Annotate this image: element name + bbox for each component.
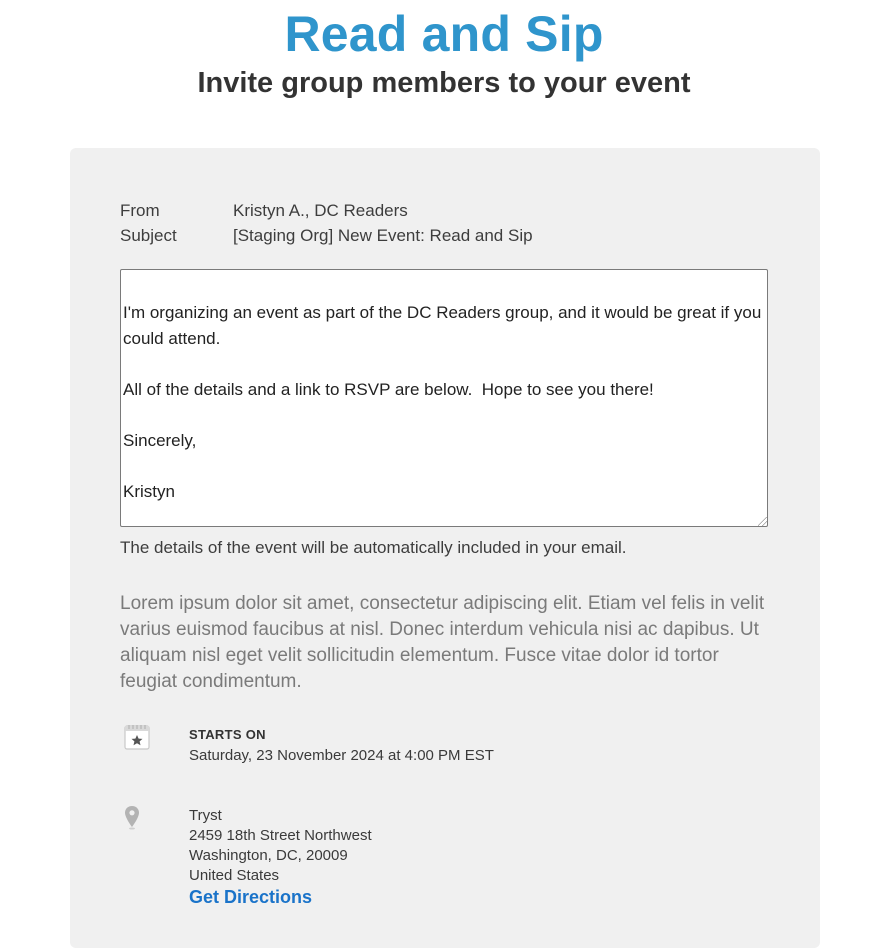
event-description: Lorem ipsum dolor sit amet, consectetur adipiscing elit. Etiam vel felis in velit varius euismod faucibus at nisl. Donec interdum vehicula nisi ac dapibus. Ut aliquam nisl eget velit sollicitudin elementum. Fusce vitae dolor id tortor feugiat condimentum. — [120, 593, 765, 692]
event-start — [189, 727, 494, 766]
from-label: From — [120, 201, 160, 220]
starts-on-label: STARTS ON — [189, 727, 266, 742]
subject-label: Subject — [120, 226, 177, 245]
page-subtitle: Invite group members to your event — [197, 67, 691, 99]
message-textarea[interactable]: I'm organizing an event as part of the DC Readers group, and it would be great if you could attend. All of the details and a link to RSVP are below. Hope to see you there! Sincerely, Kristyn — [120, 269, 768, 527]
venue-name: Tryst — [189, 807, 222, 824]
subject-value: [Staging Org] New Event: Read and Sip — [233, 226, 533, 245]
map-pin-icon — [124, 805, 140, 831]
page-title: Read and Sip — [284, 6, 604, 62]
event-location — [189, 806, 372, 909]
helper-text: The details of the event will be automatically included in your email. — [120, 538, 627, 557]
address-line-2: Washington, DC, 20009 — [189, 847, 348, 864]
get-directions-link[interactable]: Get Directions — [189, 887, 313, 907]
starts-on-value: Saturday, 23 November 2024 at 4:00 PM EST — [189, 747, 494, 764]
from-value: Kristyn A., DC Readers — [233, 201, 408, 220]
address-country: United States — [189, 867, 280, 884]
calendar-icon — [124, 724, 150, 750]
invite-card — [70, 148, 820, 948]
address-line-1: 2459 18th Street Northwest — [189, 827, 372, 844]
